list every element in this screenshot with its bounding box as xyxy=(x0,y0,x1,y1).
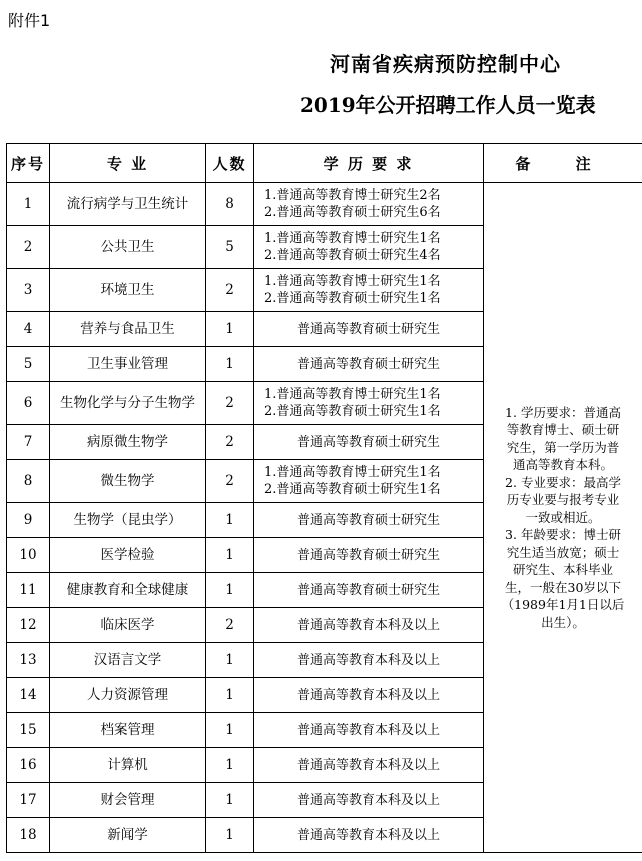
remarks-line: 历专业要与报考专业 xyxy=(506,492,620,508)
education-line: 2.普通高等教育硕士研究生6名 xyxy=(264,205,441,220)
cell-major: 档案管理 xyxy=(50,713,206,748)
cell-major: 人力资源管理 xyxy=(50,678,206,713)
cell-education xyxy=(254,460,484,503)
education-line: 1.普通高等教育博士研究生1名 xyxy=(264,274,441,289)
header-remarks: 备 注 xyxy=(484,144,642,183)
education-line: 2.普通高等教育硕士研究生1名 xyxy=(264,291,441,306)
cell-count: 2 xyxy=(206,269,254,312)
cell-no: 16 xyxy=(7,748,50,783)
cell-major: 卫生事业管理 xyxy=(50,347,206,382)
education-line: 普通高等教育本科及以上 xyxy=(296,652,440,668)
remarks-line: 出生）。 xyxy=(541,614,585,630)
cell-education xyxy=(254,678,484,713)
cell-major: 临床医学 xyxy=(50,608,206,643)
header-education: 学 历 要 求 xyxy=(254,144,484,183)
document-title-line1: 河南省疾病预防控制中心 xyxy=(330,52,561,76)
remarks-line: 3. 年龄要求：博士研 xyxy=(505,527,621,543)
cell-count: 1 xyxy=(206,783,254,818)
cell-major: 健康教育和全球健康 xyxy=(50,573,206,608)
cell-education xyxy=(254,226,484,269)
cell-no: 5 xyxy=(7,347,50,382)
cell-no: 15 xyxy=(7,713,50,748)
education-line: 1.普通高等教育博士研究生1名 xyxy=(264,465,441,480)
cell-education xyxy=(254,503,484,538)
cell-major: 微生物学 xyxy=(50,460,206,503)
education-line: 1.普通高等教育博士研究生2名 xyxy=(264,188,441,203)
remarks-line: （1989年1月1日以后 xyxy=(501,597,625,613)
cell-education xyxy=(254,425,484,460)
cell-count: 2 xyxy=(206,382,254,425)
table-body xyxy=(7,183,642,853)
cell-education xyxy=(254,573,484,608)
cell-count: 2 xyxy=(206,608,254,643)
education-line: 普通高等教育本科及以上 xyxy=(296,617,440,633)
cell-education xyxy=(254,382,484,425)
education-line: 普通高等教育本科及以上 xyxy=(296,792,440,808)
education-line: 2.普通高等教育硕士研究生4名 xyxy=(264,248,441,263)
education-line: 普通高等教育硕士研究生 xyxy=(296,512,440,528)
table-row xyxy=(7,183,642,226)
education-line: 普通高等教育本科及以上 xyxy=(296,687,440,703)
cell-no: 4 xyxy=(7,312,50,347)
remarks-line: 2. 专业要求：最高学 xyxy=(505,474,621,490)
cell-no: 14 xyxy=(7,678,50,713)
cell-major: 医学检验 xyxy=(50,538,206,573)
cell-education xyxy=(254,643,484,678)
education-line: 普通高等教育硕士研究生 xyxy=(296,547,440,563)
cell-major: 公共卫生 xyxy=(50,226,206,269)
cell-education xyxy=(254,783,484,818)
education-line: 普通高等教育硕士研究生 xyxy=(296,434,440,450)
cell-major: 流行病学与卫生统计 xyxy=(50,183,206,226)
cell-no: 18 xyxy=(7,818,50,853)
cell-count: 1 xyxy=(206,312,254,347)
education-line: 1.普通高等教育博士研究生1名 xyxy=(264,231,441,246)
cell-count: 1 xyxy=(206,678,254,713)
cell-education xyxy=(254,818,484,853)
cell-no: 13 xyxy=(7,643,50,678)
cell-count: 5 xyxy=(206,226,254,269)
cell-major: 病原微生物学 xyxy=(50,425,206,460)
cell-no: 8 xyxy=(7,460,50,503)
education-line: 普通高等教育硕士研究生 xyxy=(296,321,440,337)
header-no: 序号 xyxy=(7,144,50,183)
header-count: 人数 xyxy=(206,144,254,183)
cell-count: 8 xyxy=(206,183,254,226)
cell-count: 1 xyxy=(206,503,254,538)
education-line: 普通高等教育本科及以上 xyxy=(296,757,440,773)
cell-education xyxy=(254,713,484,748)
cell-count: 1 xyxy=(206,748,254,783)
cell-count: 1 xyxy=(206,643,254,678)
education-line: 普通高等教育硕士研究生 xyxy=(296,356,440,372)
cell-count: 1 xyxy=(206,818,254,853)
cell-major: 环境卫生 xyxy=(50,269,206,312)
cell-count: 2 xyxy=(206,460,254,503)
recruitment-table xyxy=(6,143,642,853)
cell-education xyxy=(254,183,484,226)
remarks-line: 生，一般在30岁以下 xyxy=(505,579,621,595)
cell-education xyxy=(254,312,484,347)
cell-count: 1 xyxy=(206,573,254,608)
header-major: 专 业 xyxy=(50,144,206,183)
cell-no: 17 xyxy=(7,783,50,818)
education-line: 普通高等教育本科及以上 xyxy=(296,827,440,843)
cell-count: 1 xyxy=(206,713,254,748)
remarks-line: 一致或相近。 xyxy=(525,509,601,525)
cell-remarks xyxy=(484,183,642,853)
cell-no: 2 xyxy=(7,226,50,269)
remarks-line: 究生，第一学历为普 xyxy=(506,439,620,455)
cell-major: 财会管理 xyxy=(50,783,206,818)
education-line: 2.普通高等教育硕士研究生1名 xyxy=(264,404,441,419)
cell-no: 9 xyxy=(7,503,50,538)
cell-major: 营养与食品卫生 xyxy=(50,312,206,347)
attachment-label: 附件1 xyxy=(8,11,51,30)
cell-education xyxy=(254,608,484,643)
cell-count: 2 xyxy=(206,425,254,460)
cell-education xyxy=(254,269,484,312)
cell-no: 12 xyxy=(7,608,50,643)
education-line: 普通高等教育本科及以上 xyxy=(296,722,440,738)
remarks-line: 究生适当放宽；硕士 xyxy=(506,544,620,560)
education-line: 1.普通高等教育博士研究生1名 xyxy=(264,387,441,402)
cell-major: 生物学（昆虫学） xyxy=(50,503,206,538)
cell-education xyxy=(254,748,484,783)
remarks-line: 1. 学历要求：普通高 xyxy=(505,404,621,420)
cell-major: 生物化学与分子生物学 xyxy=(50,382,206,425)
cell-no: 6 xyxy=(7,382,50,425)
cell-count: 1 xyxy=(206,347,254,382)
remarks-line: 研究生、本科毕业 xyxy=(512,562,613,578)
cell-no: 10 xyxy=(7,538,50,573)
cell-education xyxy=(254,347,484,382)
document-title-line2: 2019年公开招聘工作人员一览表 xyxy=(300,93,596,117)
cell-count: 1 xyxy=(206,538,254,573)
cell-major: 计算机 xyxy=(50,748,206,783)
cell-no: 11 xyxy=(7,573,50,608)
education-line: 普通高等教育硕士研究生 xyxy=(296,582,440,598)
cell-education xyxy=(254,538,484,573)
cell-no: 3 xyxy=(7,269,50,312)
remarks-line: 等教育博士、硕士研 xyxy=(506,422,620,438)
cell-no: 1 xyxy=(7,183,50,226)
education-line: 2.普通高等教育硕士研究生1名 xyxy=(264,482,441,497)
table-header-row xyxy=(7,144,642,183)
cell-major: 新闻学 xyxy=(50,818,206,853)
cell-major: 汉语言文学 xyxy=(50,643,206,678)
cell-no: 7 xyxy=(7,425,50,460)
remarks-line: 通高等教育本科。 xyxy=(512,457,613,473)
